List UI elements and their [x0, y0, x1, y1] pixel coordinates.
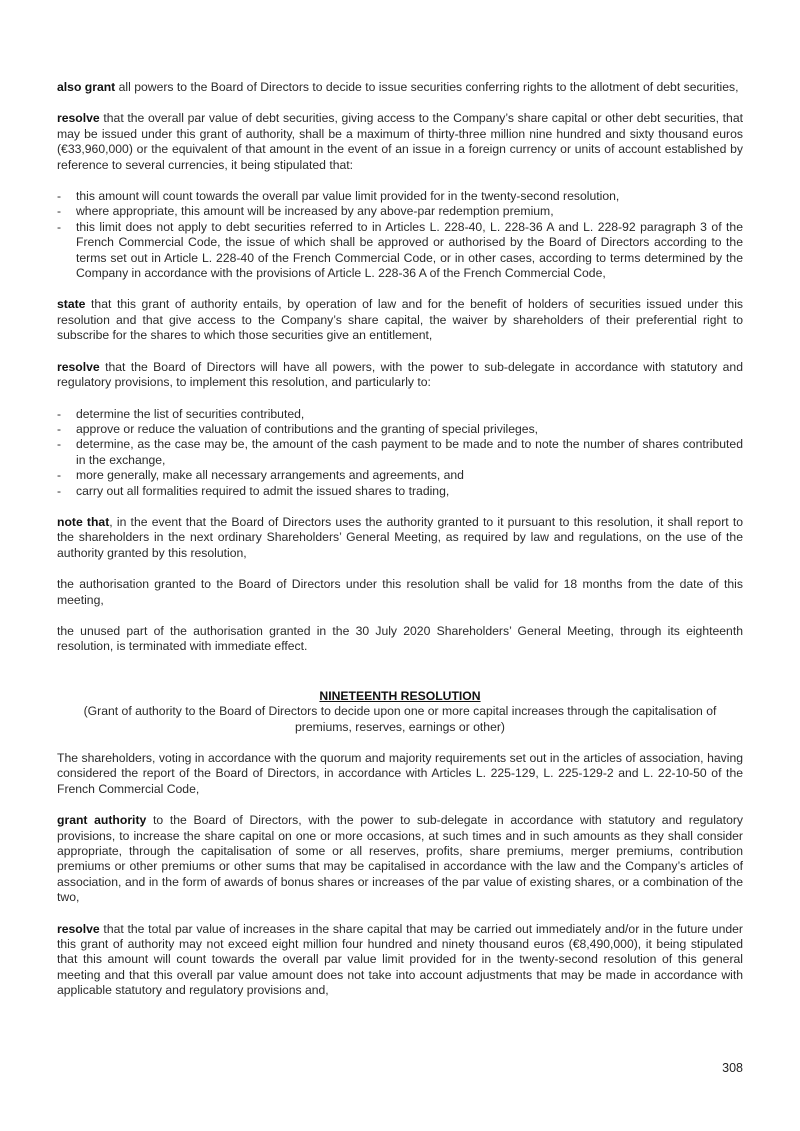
- list-item-text: approve or reduce the valuation of contributions and the granting of special privileges,: [76, 421, 539, 436]
- paragraph-resolve-powers: [57, 360, 743, 391]
- lead-phrase: also grant: [57, 80, 116, 94]
- dash-bullet: -: [57, 189, 62, 204]
- dash-bullet: -: [57, 204, 62, 219]
- paragraph-termination: the unused part of the authorisation granted in the 30 July 2020 Shareholders’ General Meeting, through its eighteenth resolution, is terminated with immediate effect.: [57, 623, 743, 654]
- list-item-text: this limit does not apply to debt securities referred to in Articles L. 228-40, L. 228-36 A and L. 228-92 paragraph 3 of the French Commercial Code, the issue of which shall be approved or authorised by the Board of Directors according to the terms set out in Article L. 228-40 of the French Commercial Code, or in other cases, according to terms determined by the Company in accordance with the provisions of Article L. 228-36 A of the French Commercial Code,: [76, 219, 743, 281]
- dash-bullet: -: [57, 421, 62, 436]
- resolution-title: NINETEENTH RESOLUTION: [319, 688, 481, 703]
- paragraph-text: all powers to the Board of Directors to decide to issue securities conferring rights to the allotment of debt securities,: [115, 80, 739, 94]
- list-item: [57, 204, 743, 219]
- list-item-text: determine, as the case may be, the amount of the cash payment to be made and to note the number of shares contributed in the exchange,: [76, 437, 743, 467]
- paragraph-resolve-total-par: [57, 922, 743, 999]
- section-spacer: [57, 671, 743, 689]
- paragraph-state: [57, 297, 743, 343]
- dash-bullet: -: [57, 468, 62, 483]
- paragraph-grant-authority: [57, 813, 743, 905]
- paragraph-validity: the authorisation granted to the Board of Directors under this resolution shall be valid for 18 months from the date of this meeting,: [57, 577, 743, 607]
- paragraph-note-that: [57, 515, 743, 561]
- list-item: [57, 484, 743, 499]
- list-item: [57, 437, 743, 468]
- lead-phrase: resolve: [57, 111, 100, 126]
- paragraph-text: , in the event that the Board of Directors uses the authority granted to it pursuant to this resolution, it shall report to the shareholders in the next ordinary Shareholders’ General Meeting, as required by law and regulations, on the use of the authority granted by this resolution,: [57, 514, 744, 560]
- list-item-text: carry out all formalities required to admit the issued shares to trading,: [76, 483, 450, 498]
- list-board-powers: [57, 407, 743, 499]
- dash-bullet: -: [57, 219, 62, 234]
- paragraph-resolve-debt-limit: [57, 111, 743, 173]
- paragraph-also-grant: [57, 80, 743, 95]
- list-item-text: determine the list of securities contributed,: [76, 406, 305, 421]
- list-item-text: more generally, make all necessary arrangements and agreements, and: [76, 468, 464, 483]
- lead-phrase: grant authority: [57, 813, 147, 828]
- list-item: [57, 468, 743, 483]
- list-debt-conditions: [57, 189, 743, 281]
- list-item: [57, 220, 743, 282]
- list-item: [57, 422, 743, 437]
- resolution-subtitle: (Grant of authority to the Board of Directors to decide upon one or more capital increases through the capitalisation of premiums, reserves, earnings or other): [83, 704, 717, 734]
- lead-phrase: resolve: [57, 921, 100, 936]
- paragraph-shareholders: The shareholders, voting in accordance with the quorum and majority requirements set out in the articles of association, having considered the report of the Board of Directors, in accordance with Articles L. 225-129, L. 225-129-2 and L. 22-10-50 of the French Commercial Code,: [57, 751, 743, 796]
- paragraph-text: that the Board of Directors will have all powers, with the power to sub-delegate in accordance with statutory and regulatory provisions, to implement this resolution, and particularly to:: [57, 359, 743, 390]
- lead-phrase: note that: [57, 514, 110, 529]
- list-item: [57, 189, 743, 204]
- list-item: [57, 407, 743, 422]
- page-number: 308: [722, 1061, 743, 1075]
- lead-phrase: state: [57, 297, 86, 312]
- paragraph-text: to the Board of Directors, with the power to sub-delegate in accordance with statutory and regulatory provisions, to increase the share capital on one or more occasions, at such times and in such amounts as they shall consider appropriate, through the capitalisation of some or all reserves, profits, share premiums, merger premiums, contribution premiums or other premiums or other sums that may be capitalised in accordance with the law and the Company’s articles of association, and in the form of awards of bonus shares or increases of the par value of existing shares, or a combination of the two,: [57, 813, 743, 905]
- paragraph-text: that the total par value of increases in the share capital that may be carried out immediately and/or in the future under this grant of authority may not exceed eight million four hundred and ninety thousand euros (€8,490,000), it being stipulated that this amount will count towards the overall par value limit provided for in the twenty-second resolution of this general meeting and that this overall par value amount does not take into account adjustments that may be made in accordance with applicable statutory and regulatory provisions and,: [57, 921, 743, 998]
- list-item-text: this amount will count towards the overall par value limit provided for in the twenty-second resolution,: [76, 189, 620, 204]
- lead-phrase: resolve: [57, 359, 100, 374]
- document-body: [57, 80, 743, 1015]
- dash-bullet: -: [57, 406, 62, 421]
- paragraph-text: that this grant of authority entails, by operation of law and for the benefit of holders of securities issued under this resolution and that give access to the Company’s share capital, the waiver by shareholders of their preferential right to subscribe for the shares to which those securities give an entitlement,: [57, 297, 743, 343]
- dash-bullet: -: [57, 437, 62, 452]
- paragraph-text: that the overall par value of debt securities, giving access to the Company’s share capital or other debt securities, that may be issued under this grant of authority, shall be a maximum of thirty-three million nine hundred and sixty thousand euros (€33,960,000) or the equivalent of that amount in the event of an issue in a foreign currency or units of account established by reference to several currencies, it being stipulated that:: [57, 111, 743, 172]
- dash-bullet: -: [57, 483, 62, 498]
- list-item-text: where appropriate, this amount will be increased by any above-par redemption premium,: [76, 204, 554, 219]
